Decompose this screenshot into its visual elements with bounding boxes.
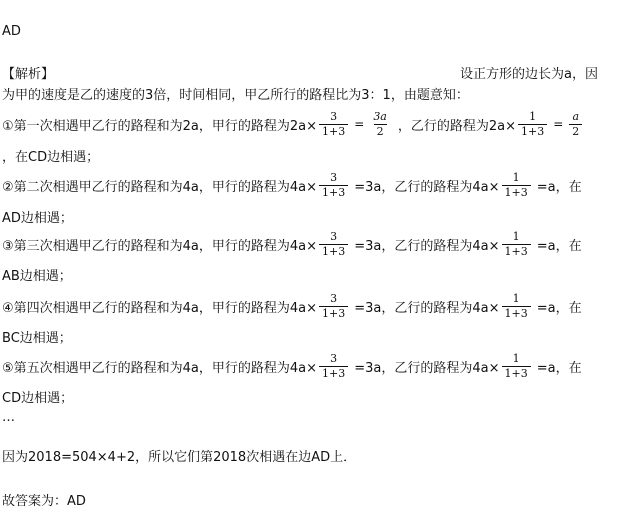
fraction-denominator: 1+3 [319, 185, 348, 200]
step-2 [2, 165, 582, 205]
fraction-numerator: 1 [529, 109, 537, 123]
step-3-end: =a，在 [536, 238, 582, 254]
conclusion-text: 因为2018=504×4+2，所以它们第2018次相遇在边AD上． [2, 450, 357, 465]
equals-sign: = [553, 117, 564, 131]
step-2-prefix: ②第二次相遇甲乙行的路程和为4a，甲行的路程为4a× [2, 179, 318, 195]
step-3-mid: =3a，乙行的路程为4a× [354, 238, 500, 254]
step-1 [2, 104, 584, 144]
step-1-fraction-1 [319, 110, 348, 139]
step-1-mid: ，乙行的路程为2a× [397, 118, 517, 134]
fraction-denominator: 2 [569, 124, 582, 139]
step-3-continuation: AB边相遇； [2, 269, 72, 284]
fraction-denominator: 1+3 [502, 306, 531, 321]
step-2-mid: =3a，乙行的路程为4a× [354, 179, 500, 195]
fraction-denominator: 1+3 [319, 306, 348, 321]
fraction-numerator: a [572, 109, 580, 123]
step-4-mid: =3a，乙行的路程为4a× [354, 300, 500, 316]
step-5-mid: =3a，乙行的路程为4a× [354, 360, 500, 376]
step-4-fraction-1 [319, 292, 348, 321]
step-2-fraction-1 [319, 171, 348, 200]
intro-text-line2: 为甲的速度是乙的速度的3倍，时间相同，甲乙所行的路程比为3：1，由题意知： [2, 88, 469, 103]
fraction-numerator: 3 [330, 109, 338, 123]
step-3-fraction-2 [502, 230, 531, 259]
step-5-prefix: ⑤第五次相遇甲乙行的路程和为4a，甲行的路程为4a× [2, 360, 318, 376]
final-answer: 故答案为：AD [2, 494, 86, 509]
step-4-prefix: ④第四次相遇甲乙行的路程和为4a，甲行的路程为4a× [2, 300, 318, 316]
step-5-continuation: CD边相遇； [2, 391, 74, 406]
ellipsis: … [2, 410, 15, 425]
top-answer: AD [2, 24, 21, 39]
fraction-numerator: 3 [330, 170, 338, 184]
step-3 [2, 224, 582, 264]
step-1-fraction-2 [370, 110, 390, 139]
fraction-denominator: 1+3 [319, 244, 348, 259]
fraction-denominator: 1+3 [502, 185, 531, 200]
step-5-fraction-2 [502, 352, 531, 381]
fraction-denominator: 1+3 [502, 244, 531, 259]
step-1-fraction-3 [518, 110, 547, 139]
fraction-numerator: 1 [512, 229, 520, 243]
analysis-label: 【解析】 [2, 67, 55, 82]
step-2-fraction-2 [502, 171, 531, 200]
step-1-fraction-4 [569, 110, 582, 139]
step-2-end: =a，在 [536, 179, 582, 195]
step-4-end: =a，在 [536, 300, 582, 316]
fraction-denominator: 1+3 [319, 124, 348, 139]
fraction-numerator: 1 [512, 170, 520, 184]
fraction-numerator: 3 [330, 291, 338, 305]
step-5-fraction-1 [319, 352, 348, 381]
fraction-denominator: 1+3 [518, 124, 547, 139]
fraction-denominator: 2 [374, 124, 387, 139]
step-4-continuation: BC边相遇； [2, 331, 72, 346]
fraction-numerator: 1 [512, 291, 520, 305]
step-4 [2, 286, 582, 326]
fraction-numerator: 3 [330, 229, 338, 243]
intro-text-right: 设正方形的边长为a，因 [460, 67, 598, 82]
step-2-continuation: AD边相遇； [2, 211, 73, 226]
fraction-numerator: 1 [512, 351, 520, 365]
step-3-prefix: ③第三次相遇甲乙行的路程和为4a，甲行的路程为4a× [2, 238, 318, 254]
step-4-fraction-2 [502, 292, 531, 321]
fraction-denominator: 1+3 [319, 366, 348, 381]
step-1-continuation: ，在CD边相遇； [2, 150, 100, 165]
step-5 [2, 346, 582, 386]
step-3-fraction-1 [319, 230, 348, 259]
fraction-numerator: 3a [373, 109, 387, 123]
step-5-end: =a，在 [536, 360, 582, 376]
fraction-numerator: 3 [330, 351, 338, 365]
equals-sign: = [354, 117, 365, 131]
step-1-prefix: ①第一次相遇甲乙行的路程和为2a，甲行的路程为2a× [2, 118, 318, 134]
fraction-denominator: 1+3 [502, 366, 531, 381]
